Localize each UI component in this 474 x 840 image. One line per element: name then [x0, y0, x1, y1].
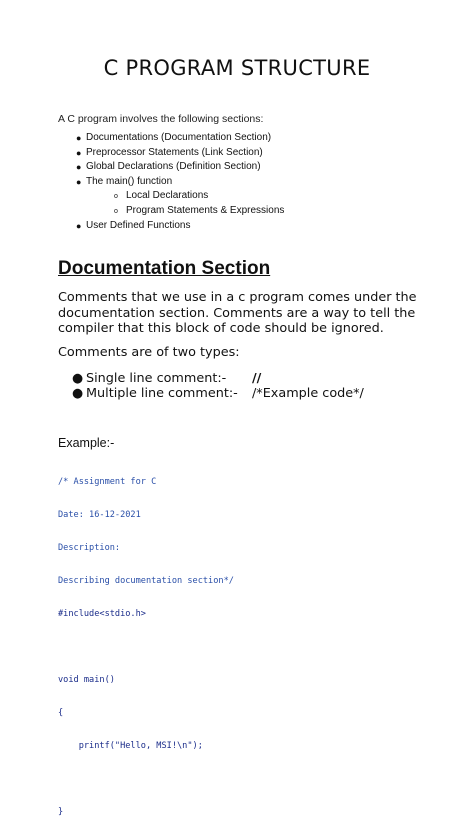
description-paragraph: Comments that we use in a c program comes under the documentation section. Comments are a way to tell the compiler that this block of code should be ignored. [58, 290, 417, 336]
section-heading: Documentation Section [58, 258, 271, 279]
types-intro-paragraph: Comments are of two types: [58, 345, 240, 360]
code-line: printf("Hello, MSI!\n"); [58, 741, 203, 751]
code-line: Describing documentation section*/ [58, 576, 234, 586]
list-item [72, 386, 364, 401]
circle-bullet-icon: o [114, 193, 118, 201]
list-item: ● Preprocessor Statements (Link Section) [76, 146, 284, 161]
circle-bullet-icon: o [114, 207, 118, 215]
bullet-icon: ● [76, 133, 82, 143]
example-label: Example:- [58, 436, 115, 450]
comment-type-syntax: /*Example code*/ [252, 386, 364, 401]
list-item: ● Global Declarations (Definition Section) [76, 160, 284, 175]
sections-list [76, 131, 284, 233]
list-item: ● User Defined Functions [76, 219, 284, 234]
comment-type-label: Multiple line comment:- [86, 386, 238, 401]
list-item: ● The main() function [76, 175, 284, 190]
bullet-icon: ● [72, 386, 84, 401]
list-item: ● Documentations (Documentation Section) [76, 131, 284, 146]
bullet-icon: ● [76, 176, 82, 187]
intro-text: A C program involves the following sections: [58, 113, 264, 125]
sub-list-item: o Local Declarations [76, 189, 284, 204]
code-line [58, 642, 234, 653]
page-title: C PROGRAM STRUCTURE [103, 56, 371, 80]
code-line: { [58, 708, 64, 718]
list-item [72, 371, 364, 386]
code-example [58, 455, 234, 840]
bullet-icon: ● [76, 147, 82, 158]
comment-type-syntax: // [252, 371, 262, 386]
code-line: /* Assignment for C [58, 477, 157, 487]
code-line: void main() [58, 675, 115, 685]
code-line: #include<stdio.h> [58, 609, 146, 619]
code-line: } [58, 807, 64, 817]
code-line [58, 774, 234, 785]
comment-types-list [72, 371, 364, 401]
comment-type-label: Single line comment:- [86, 371, 227, 386]
bullet-icon: ● [76, 162, 82, 173]
sub-list-item: o Program Statements & Expressions [76, 204, 284, 219]
bullet-icon: ● [72, 371, 84, 386]
code-line: Date: 16-12-2021 [58, 510, 141, 520]
bullet-icon: ● [76, 220, 82, 231]
code-line: Description: [58, 543, 121, 553]
